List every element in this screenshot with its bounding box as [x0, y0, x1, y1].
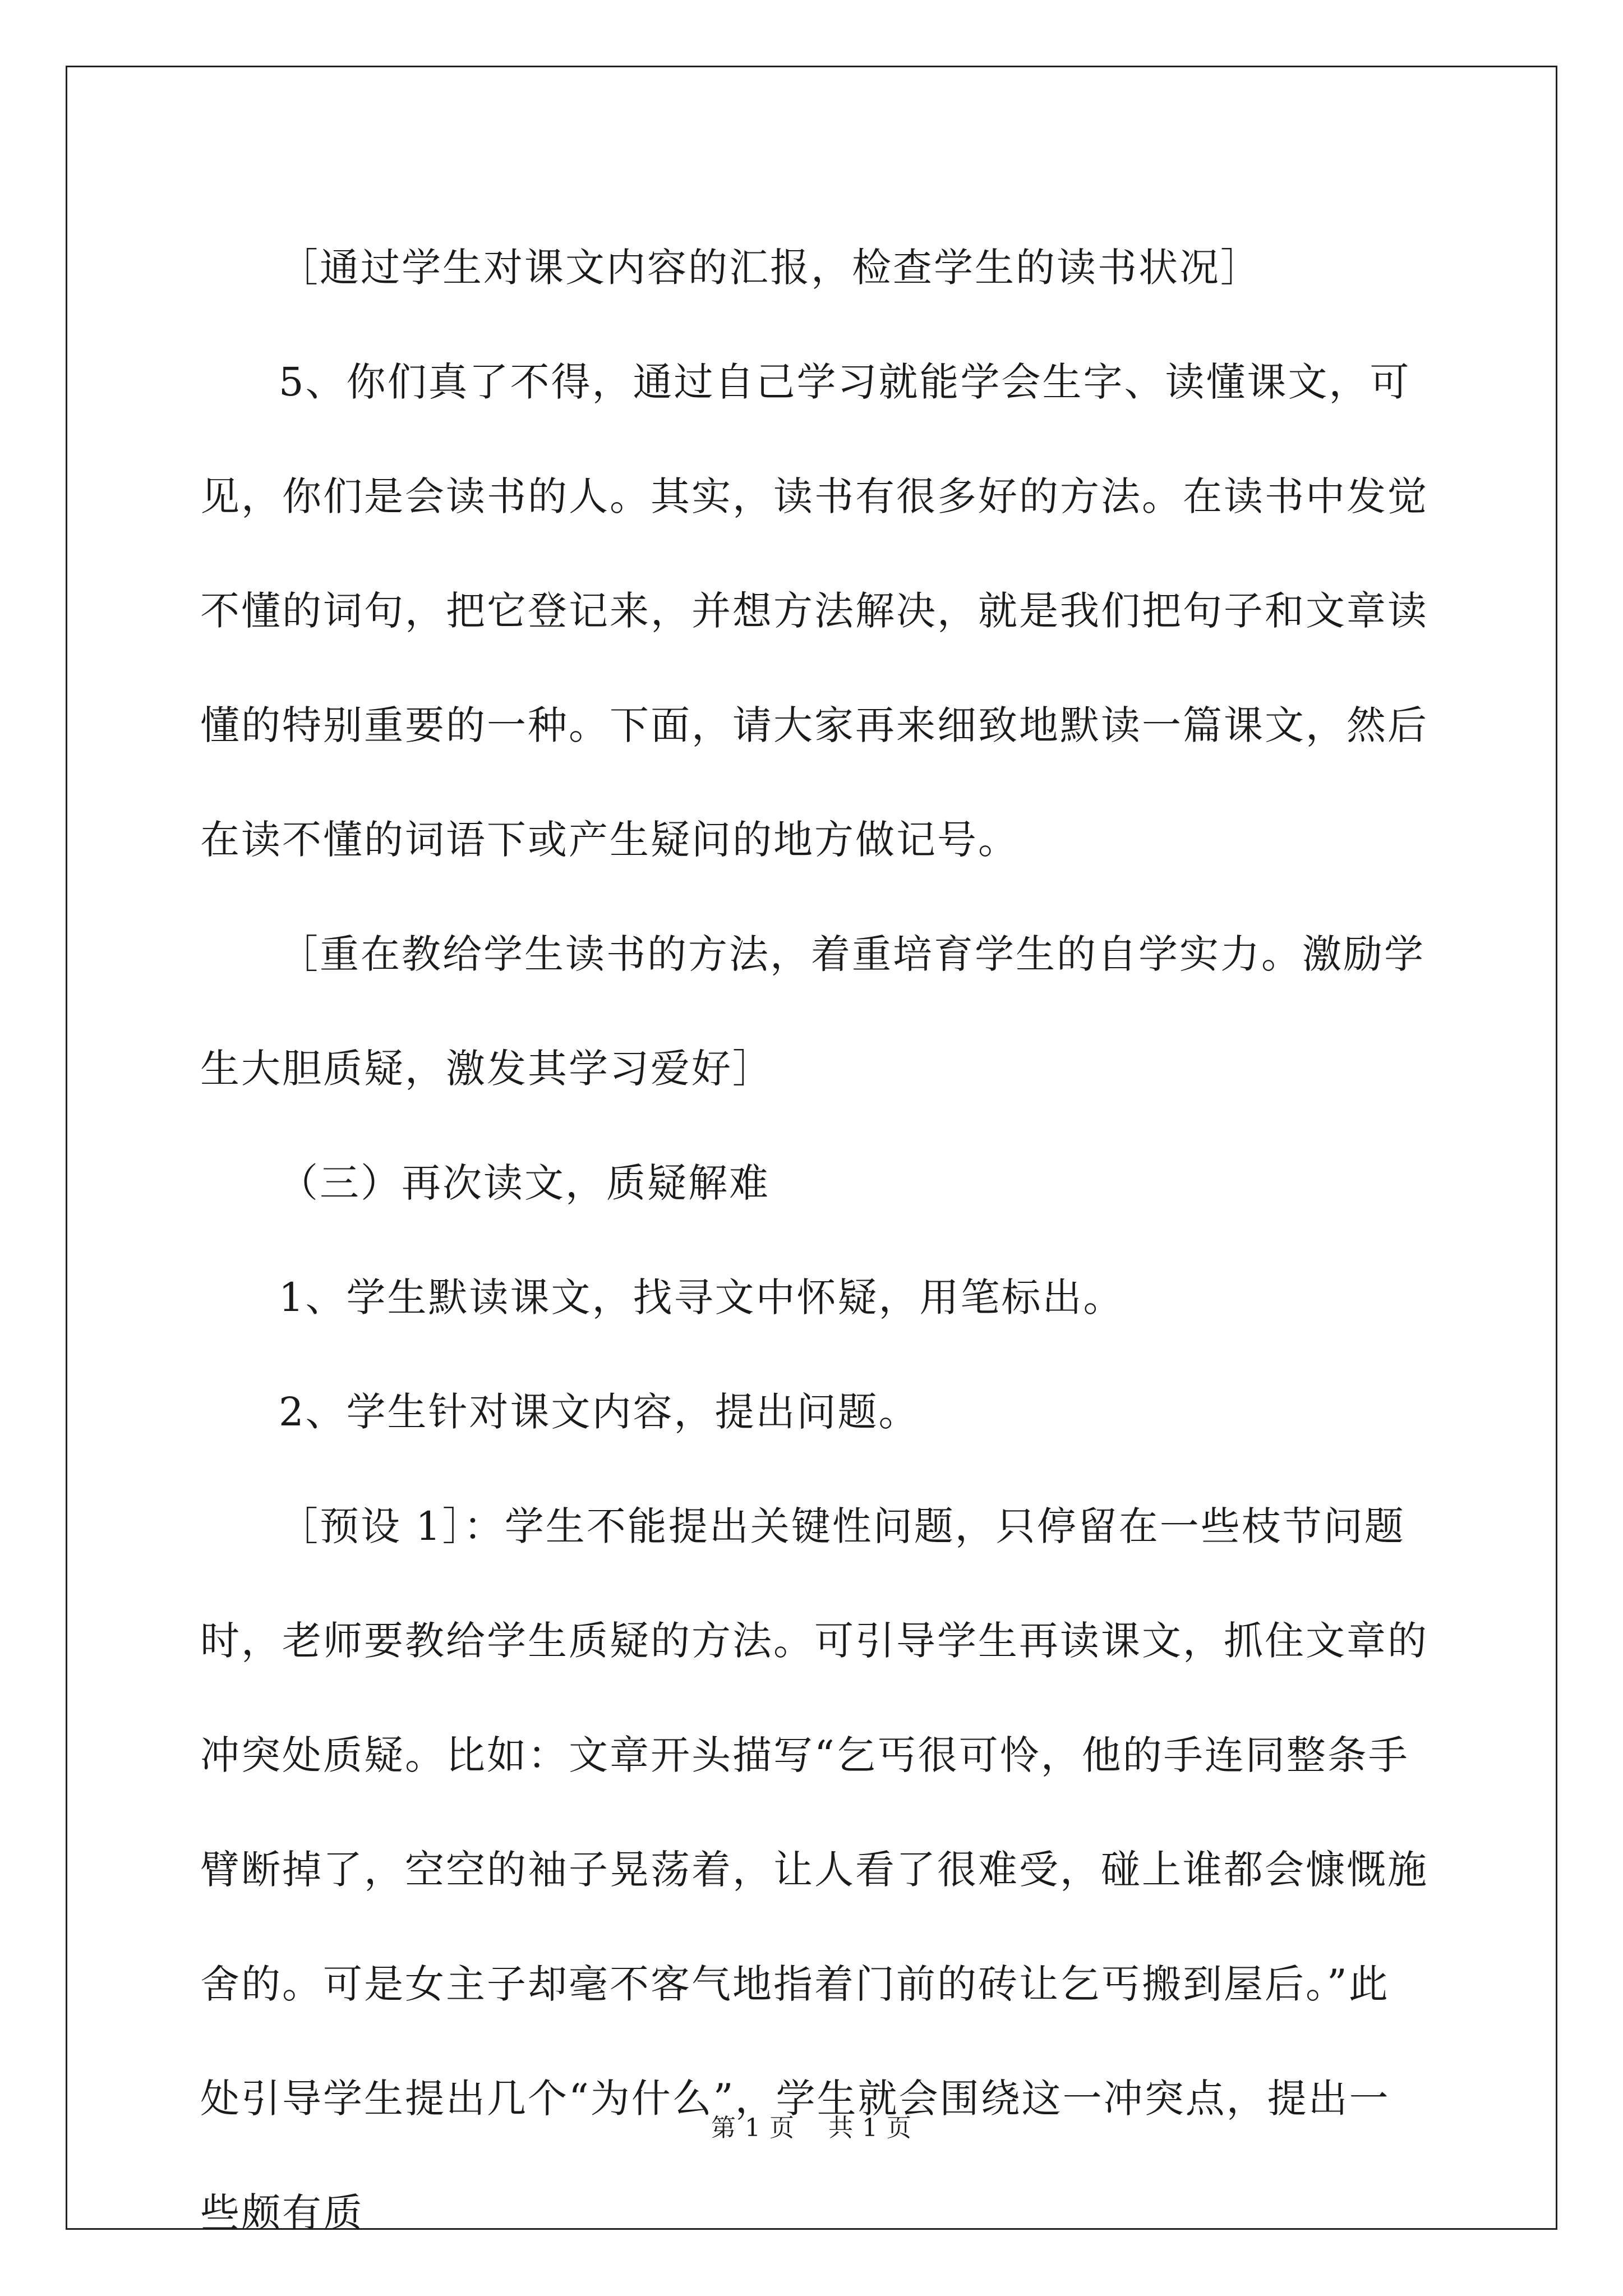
paragraph-step-5: 5、你们真了不得，通过自己学习就能学会生字、读懂课文，可见，你们是会读书的人。其实，读书有很多好的方法。在读书中发觉不懂的词句，把它登记来，并想方法解决，就是我们把句子和文章读懂的特别重要的一种。下面，请大家再来细致地默读一篇课文，然后在读不懂的词语下或产生疑问的地方做记号。 [200, 359, 1428, 863]
paragraph-step-2: 2、学生针对课文内容，提出问题。 [279, 1389, 920, 1435]
paragraph-step-1: 1、学生默读课文，找寻文中怀疑，用笔标出。 [279, 1274, 1124, 1320]
page-number: 第 1 页 [711, 2114, 795, 2142]
paragraph-note-method: ［重在教给学生读书的方法，着重培育学生的自学实力。激励学生大胆质疑，激发其学习爱好］ [200, 931, 1425, 1092]
page-total: 共 1 页 [828, 2114, 912, 2142]
paragraph-note-report: ［通过学生对课文内容的汇报，检查学生的读书状况］ [279, 245, 1261, 291]
paragraph-preset-1: ［预设 1］：学生不能提出关键性问题，只停留在一些枝节问题时，老师要教给学生质疑的方法。可引导学生再读课文，抓住文章的冲突处质疑。比如：文章开头描写“乞丐很可怜，他的手连同整条手臂断掉了，空空的袖子晃荡着，让人看了很难受，碰上谁都会慷慨施舍的。可是女主子却毫不客气地指着门前的砖让乞丐搬到屋后。”此处引导学生提出几个“为什么”，学生就会围绕这一冲突点，提出一些颇有质 [200, 1503, 1428, 2236]
section-heading-3: （三）再次读文，质疑解难 [279, 1160, 770, 1206]
page-footer [0, 2111, 1623, 2145]
document-body [200, 210, 1428, 2270]
